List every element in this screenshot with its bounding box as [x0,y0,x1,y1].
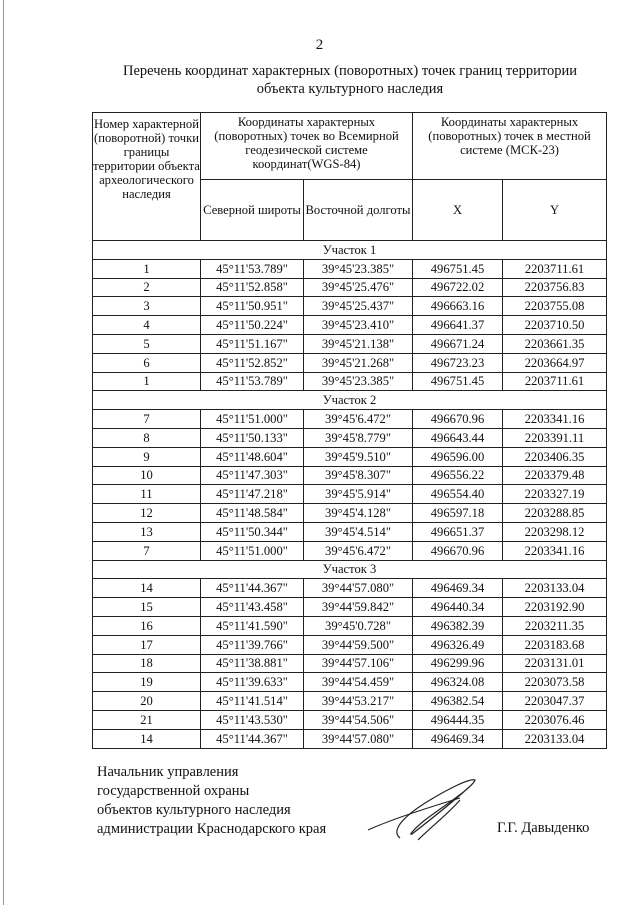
table-row [93,372,607,391]
y-cell: 2203379.48 [503,466,607,485]
longitude-cell: 39°45'21.268" [304,353,413,372]
point-number-cell: 11 [93,485,201,504]
section-row [93,560,607,579]
point-number-cell: 20 [93,692,201,711]
latitude-cell: 45°11'50.133" [201,428,304,447]
table-row [93,616,607,635]
y-cell: 2203661.35 [503,334,607,353]
y-cell: 2203133.04 [503,729,607,748]
table-row [93,278,607,297]
longitude-cell: 39°44'57.106" [304,654,413,673]
position-line-1: Начальник управления [97,764,239,780]
point-number-cell: 8 [93,428,201,447]
latitude-cell: 45°11'51.000" [201,410,304,429]
longitude-cell: 39°45'4.514" [304,522,413,541]
x-cell: 496663.16 [413,297,503,316]
longitude-cell: 39°45'25.437" [304,297,413,316]
y-cell: 2203406.35 [503,447,607,466]
table-row [93,579,607,598]
point-number-cell: 21 [93,710,201,729]
point-number-cell: 1 [93,372,201,391]
point-number-cell: 17 [93,635,201,654]
point-number-cell: 7 [93,541,201,560]
table-row [93,692,607,711]
section-title: Участок 1 [93,241,607,260]
point-number-cell: 14 [93,729,201,748]
x-cell: 496554.40 [413,485,503,504]
latitude-cell: 45°11'51.167" [201,334,304,353]
y-cell: 2203047.37 [503,692,607,711]
x-cell: 496326.49 [413,635,503,654]
point-number-cell: 2 [93,278,201,297]
y-cell: 2203664.97 [503,353,607,372]
longitude-cell: 39°44'54.459" [304,673,413,692]
y-cell: 2203341.16 [503,410,607,429]
point-number-cell: 15 [93,598,201,617]
y-cell: 2203076.46 [503,710,607,729]
table-row [93,654,607,673]
table-row [93,259,607,278]
x-cell: 496469.34 [413,729,503,748]
x-cell: 496382.54 [413,692,503,711]
point-number-cell: 10 [93,466,201,485]
page-edge-line [3,0,4,905]
table-row [93,598,607,617]
x-cell: 496722.02 [413,278,503,297]
header-east-longitude: Восточной долготы [304,180,413,241]
signature-position [97,763,326,839]
latitude-cell: 45°11'44.367" [201,579,304,598]
y-cell: 2203298.12 [503,522,607,541]
x-cell: 496444.35 [413,710,503,729]
y-cell: 2203131.01 [503,654,607,673]
x-cell: 496299.96 [413,654,503,673]
header-wgs84: Координаты характерных (поворотных) точек во Всемирной геодезической системе координат(WGS-84) [201,113,413,180]
latitude-cell: 45°11'38.881" [201,654,304,673]
longitude-cell: 39°45'6.472" [304,410,413,429]
latitude-cell: 45°11'48.604" [201,447,304,466]
latitude-cell: 45°11'39.766" [201,635,304,654]
point-number-cell: 7 [93,410,201,429]
x-cell: 496751.45 [413,372,503,391]
table-body [93,241,607,749]
latitude-cell: 45°11'48.584" [201,504,304,523]
point-number-cell: 13 [93,522,201,541]
table-row [93,522,607,541]
x-cell: 496751.45 [413,259,503,278]
x-cell: 496641.37 [413,316,503,335]
table-row [93,334,607,353]
section-row [93,391,607,410]
y-cell: 2203711.61 [503,372,607,391]
longitude-cell: 39°45'8.779" [304,428,413,447]
table-row [93,410,607,429]
longitude-cell: 39°45'9.510" [304,447,413,466]
x-cell: 496596.00 [413,447,503,466]
longitude-cell: 39°45'0.728" [304,616,413,635]
section-row [93,241,607,260]
longitude-cell: 39°44'53.217" [304,692,413,711]
latitude-cell: 45°11'50.951" [201,297,304,316]
y-cell: 2203710.50 [503,316,607,335]
signatory-name: Г.Г. Давыденко [497,820,590,836]
latitude-cell: 45°11'52.858" [201,278,304,297]
y-cell: 2203183.68 [503,635,607,654]
point-number-cell: 14 [93,579,201,598]
x-cell: 496324.08 [413,673,503,692]
point-number-cell: 16 [93,616,201,635]
y-cell: 2203192.90 [503,598,607,617]
header-msk23: Координаты характерных (поворотных) точек в местной системе (МСК-23) [413,113,607,180]
latitude-cell: 45°11'41.590" [201,616,304,635]
x-cell: 496670.96 [413,410,503,429]
latitude-cell: 45°11'50.344" [201,522,304,541]
x-cell: 496556.22 [413,466,503,485]
y-cell: 2203391.11 [503,428,607,447]
x-cell: 496723.23 [413,353,503,372]
table-row [93,466,607,485]
section-title: Участок 3 [93,560,607,579]
longitude-cell: 39°45'25.476" [304,278,413,297]
point-number-cell: 9 [93,447,201,466]
x-cell: 496469.34 [413,579,503,598]
longitude-cell: 39°44'59.500" [304,635,413,654]
table-row [93,316,607,335]
table-row [93,673,607,692]
table-row [93,541,607,560]
table-row [93,485,607,504]
point-number-cell: 4 [93,316,201,335]
table-row [93,635,607,654]
coordinates-table [92,112,607,749]
position-line-3: объектов культурного наследия [97,802,291,818]
x-cell: 496671.24 [413,334,503,353]
latitude-cell: 45°11'50.224" [201,316,304,335]
table-row [93,447,607,466]
y-cell: 2203711.61 [503,259,607,278]
table-row [93,504,607,523]
latitude-cell: 45°11'52.852" [201,353,304,372]
title-line-1: Перечень координат характерных (поворотных) точек границ территории [122,63,578,79]
latitude-cell: 45°11'53.789" [201,372,304,391]
longitude-cell: 39°44'59.842" [304,598,413,617]
longitude-cell: 39°44'54.506" [304,710,413,729]
longitude-cell: 39°45'6.472" [304,541,413,560]
section-title: Участок 2 [93,391,607,410]
position-line-2: государственной охраны [97,783,250,799]
table-row [93,710,607,729]
point-number-cell: 5 [93,334,201,353]
handwritten-signature [360,770,490,845]
table-row [93,353,607,372]
x-cell: 496643.44 [413,428,503,447]
header-y: Y [503,180,607,241]
x-cell: 496440.34 [413,598,503,617]
y-cell: 2203755.08 [503,297,607,316]
y-cell: 2203073.58 [503,673,607,692]
title-line-2: объекта культурного наследия [256,81,444,97]
table-row [93,729,607,748]
x-cell: 496382.39 [413,616,503,635]
y-cell: 2203288.85 [503,504,607,523]
y-cell: 2203327.19 [503,485,607,504]
y-cell: 2203756.83 [503,278,607,297]
longitude-cell: 39°45'4.128" [304,504,413,523]
point-number-cell: 1 [93,259,201,278]
table-row [93,297,607,316]
latitude-cell: 45°11'43.458" [201,598,304,617]
longitude-cell: 39°44'57.080" [304,729,413,748]
longitude-cell: 39°45'8.307" [304,466,413,485]
longitude-cell: 39°45'21.138" [304,334,413,353]
latitude-cell: 45°11'41.514" [201,692,304,711]
latitude-cell: 45°11'47.303" [201,466,304,485]
point-number-cell: 12 [93,504,201,523]
page-number: 2 [315,37,324,53]
x-cell: 496597.18 [413,504,503,523]
longitude-cell: 39°45'5.914" [304,485,413,504]
y-cell: 2203211.35 [503,616,607,635]
point-number-cell: 6 [93,353,201,372]
latitude-cell: 45°11'39.633" [201,673,304,692]
x-cell: 496670.96 [413,541,503,560]
longitude-cell: 39°45'23.410" [304,316,413,335]
x-cell: 496651.37 [413,522,503,541]
latitude-cell: 45°11'47.218" [201,485,304,504]
point-number-cell: 19 [93,673,201,692]
y-cell: 2203341.16 [503,541,607,560]
header-point-number: Номер характерной (поворотной) точки границы территории объекта археологического наследия [93,113,201,241]
latitude-cell: 45°11'44.367" [201,729,304,748]
latitude-cell: 45°11'51.000" [201,541,304,560]
header-x: X [413,180,503,241]
point-number-cell: 3 [93,297,201,316]
document-title [90,62,610,98]
latitude-cell: 45°11'53.789" [201,259,304,278]
table-row [93,428,607,447]
y-cell: 2203133.04 [503,579,607,598]
longitude-cell: 39°45'23.385" [304,259,413,278]
latitude-cell: 45°11'43.530" [201,710,304,729]
position-line-4: администрации Краснодарского края [97,821,327,837]
longitude-cell: 39°44'57.080" [304,579,413,598]
point-number-cell: 18 [93,654,201,673]
longitude-cell: 39°45'23.385" [304,372,413,391]
header-north-latitude: Северной широты [201,180,304,241]
